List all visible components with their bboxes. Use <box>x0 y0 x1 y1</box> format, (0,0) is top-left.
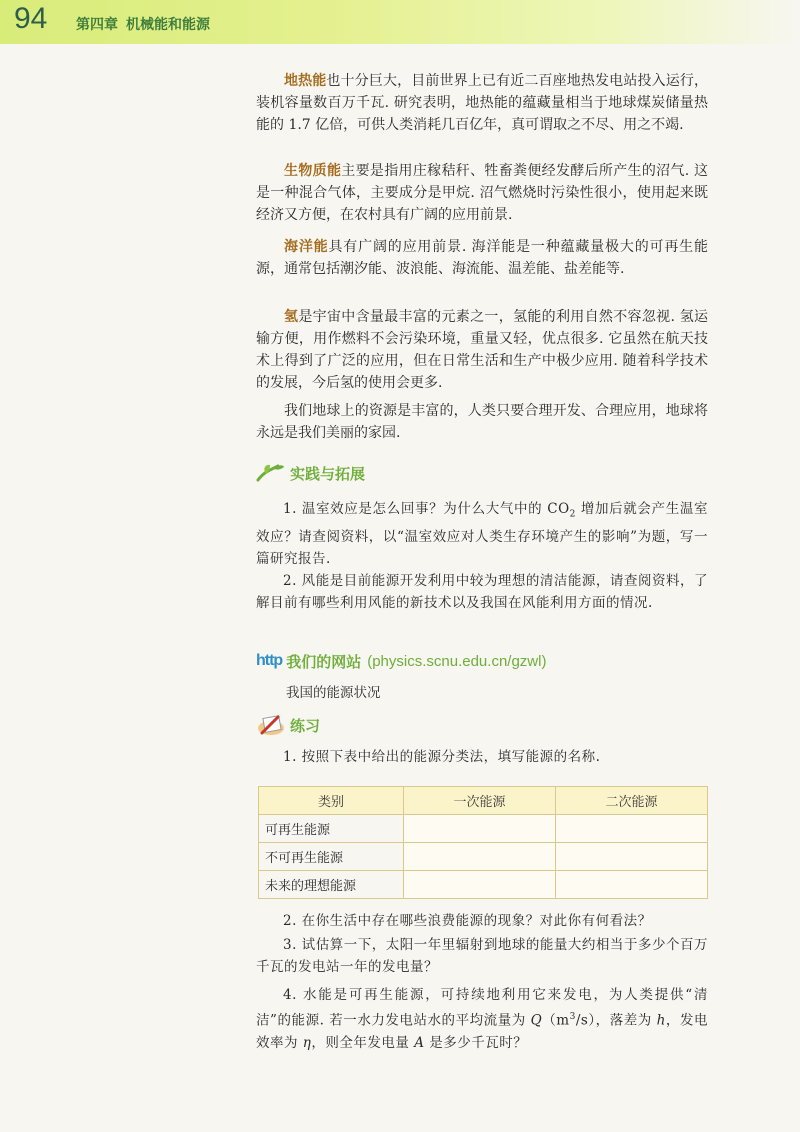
term-biomass: 生物质能 <box>284 163 342 179</box>
website-heading <box>256 648 546 674</box>
table-header: 一次能源 <box>404 787 556 815</box>
table-cell-blank[interactable] <box>404 843 556 871</box>
term-geothermal: 地热能 <box>284 73 327 89</box>
chapter-title <box>76 14 218 34</box>
table-header: 二次能源 <box>556 787 708 815</box>
paragraph-biomass <box>256 160 708 226</box>
exercise-question-4 <box>256 984 708 1054</box>
table-cell-blank[interactable] <box>404 871 556 899</box>
page-number: 94 <box>14 2 48 35</box>
paragraph-text: 也十分巨大，目前世界上已有近二百座地热发电站投入运行，装机容量数百万千瓦. 研究表明，地热能的蕴藏量相当于地球煤炭储量热能的 1.7 亿倍，可供人类消耗几百亿年，真可谓取之不尽、用之不竭. <box>256 73 709 133</box>
paragraph-text: 具有广阔的应用前景. 海洋能是一种蕴藏量极大的可再生能源，通常包括潮汐能、波浪能、海流能、温差能、盐差能等. <box>256 239 709 277</box>
variable-h: h <box>656 1012 666 1029</box>
paragraph-text: 我们地球上的资源是丰富的，人类只要合理开发、合理应用，地球将永远是我们美丽的家园. <box>256 403 708 441</box>
chapter-label: 第四章 <box>76 16 118 32</box>
subscript: 2 <box>569 509 576 520</box>
table-header-row <box>259 787 708 815</box>
superscript: 3 <box>569 1012 576 1022</box>
unit-text: （m <box>542 1012 570 1029</box>
variable-Q: Q <box>530 1012 543 1029</box>
table-header: 类别 <box>259 787 404 815</box>
paragraph-text: 是宇宙中含量最丰富的元素之一，氢能的利用自然不容忽视. 氢运输方便，用作燃料不会污染环境，重量又轻，优点很多. 它虽然在航天技术上得到了广泛的应用，但在日常生活和生产中极少应用. 随着科学技术的发展，今后氢的使用会更多. <box>256 309 709 391</box>
pencil-icon <box>256 713 286 737</box>
table-cell-blank[interactable] <box>404 815 556 843</box>
website-topic: 我国的能源状况 <box>286 685 381 701</box>
website-url[interactable]: (physics.scnu.edu.cn/gzwl) <box>367 652 547 670</box>
paragraph-hydrogen <box>256 306 708 394</box>
term-ocean: 海洋能 <box>284 239 329 255</box>
question-text: 2. 在你生活中存在哪些浪费能源的现象？对此你有何看法？ <box>283 913 652 929</box>
website-title: 我们的网站 <box>286 653 362 671</box>
variable-A: A <box>414 1034 425 1051</box>
sprout-icon <box>256 462 286 484</box>
row-label: 未来的理想能源 <box>259 871 404 899</box>
question-text: 1. 温室效应是怎么回事？为什么大气中的 CO <box>283 501 570 517</box>
exercise-question-1 <box>256 746 708 768</box>
table-cell-blank[interactable] <box>556 843 708 871</box>
question-text: 2. 风能是目前能源开发利用中较为理想的清洁能源，请查阅资料，了解目前有哪些利用风能的新技术以及我国在风能利用方面的情况. <box>256 573 708 611</box>
practice-question-1 <box>256 498 708 570</box>
table-row <box>259 815 708 843</box>
practice-heading <box>256 460 365 486</box>
question-text: 1. 按照下表中给出的能源分类法，填写能源的名称. <box>283 749 601 765</box>
table-cell-blank[interactable] <box>556 815 708 843</box>
question-text: /s），落差为 <box>575 1012 657 1029</box>
question-text: 3. 试估算一下，太阳一年里辐射到地球的能量大约相当于多少个百万千瓦的发电站一年的发电量？ <box>256 937 708 975</box>
practice-question-2 <box>256 570 708 614</box>
exercise-question-3 <box>256 934 708 978</box>
term-hydrogen: 氢 <box>284 309 299 325</box>
exercise-heading <box>256 712 320 738</box>
question-text: 4. 水能是可再生能源，可持续地利用它来发电，为人类提供“清洁”的能源. 若一水力发电站水的平均流量为 <box>256 987 708 1029</box>
http-icon: http <box>256 652 283 669</box>
paragraph-ocean <box>256 236 708 280</box>
variable-eta: η <box>302 1034 312 1051</box>
question-text: ，发电效率为 <box>256 1012 708 1051</box>
table-cell-blank[interactable] <box>556 871 708 899</box>
question-text: 增加后就会产生温室效应？请查阅资料，以“温室效应对人类生存环境产生的影响”为题，写一篇研究报告. <box>256 501 709 567</box>
row-label: 可再生能源 <box>259 815 404 843</box>
table-row <box>259 871 708 899</box>
energy-classification-table <box>258 786 708 899</box>
paragraph-conclusion <box>256 400 708 444</box>
paragraph-text: 主要是指用庄稼秸秆、牲畜粪便经发酵后所产生的沼气. 这是一种混合气体，主要成分是甲烷. 沼气燃烧时污染性很小，使用起来既经济又方便，在农村具有广阔的应用前景. <box>256 163 709 223</box>
question-text: ，则全年发电量 <box>311 1034 415 1051</box>
header-band <box>0 0 800 44</box>
exercise-title: 练习 <box>290 717 321 735</box>
practice-title: 实践与拓展 <box>290 465 366 483</box>
chapter-name: 机械能和能源 <box>126 16 210 32</box>
paragraph-geothermal <box>256 70 708 136</box>
table-row <box>259 843 708 871</box>
question-text: 是多少千瓦时？ <box>424 1034 528 1051</box>
row-label: 不可再生能源 <box>259 843 404 871</box>
exercise-question-2 <box>256 910 708 932</box>
